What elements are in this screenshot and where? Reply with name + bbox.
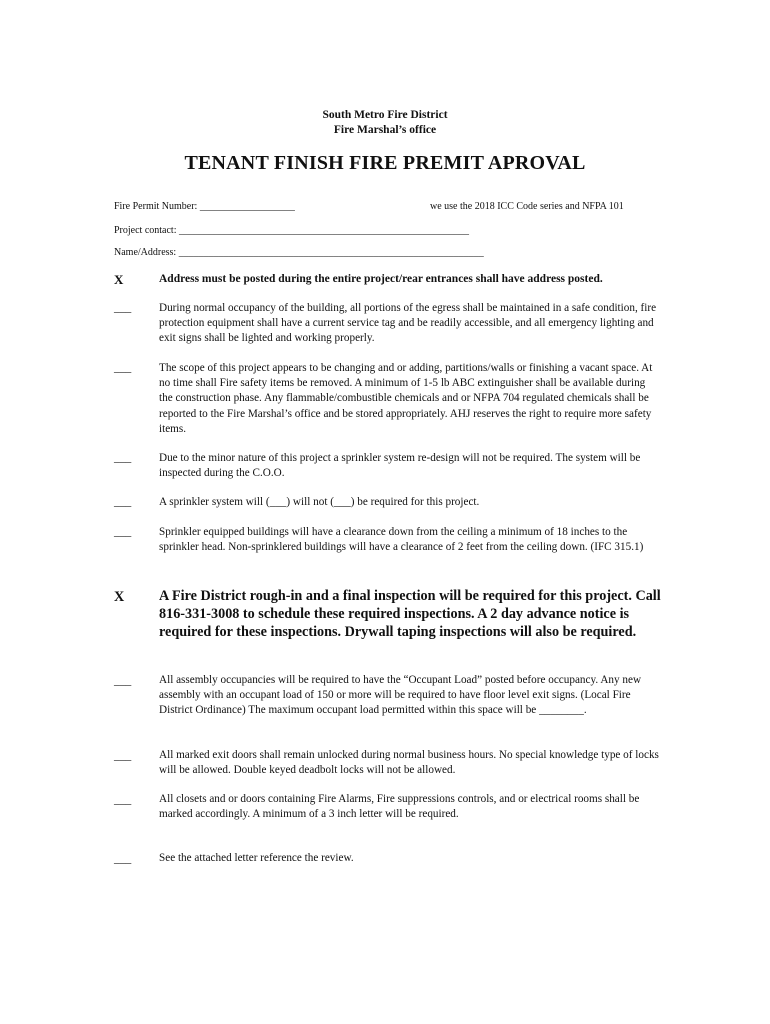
item-mark: ___ [114, 794, 132, 806]
item-mark: ___ [114, 302, 132, 314]
name-address-field: Name/Address: _____________________________________________________________ [114, 247, 484, 258]
item-mark: ___ [114, 452, 132, 464]
item-mark: X [114, 272, 124, 287]
code-series-note: we use the 2018 ICC Code series and NFPA 101 [430, 201, 624, 212]
item-text: All assembly occupancies will be required to have the “Occupant Load” posted before occupancy. Any new assembly with an occupant load of 150 or more will be required to have floor level exit signs. (Local Fire District Ordinance) The maximum occupant load permitted within this space will be ________. [159, 674, 642, 717]
item-text: All marked exit doors shall remain unlocked during normal business hours. No special knowledge type of locks will be allowed. Double keyed deadbolt locks will not be allowed. [159, 749, 659, 777]
item-mark: ___ [114, 675, 132, 687]
item-text: A sprinkler system will (___) will not (___) be required for this project. [159, 496, 480, 508]
item-mark: ___ [114, 853, 132, 865]
item-text: All closets and or doors containing Fire Alarms, Fire suppressions controls, and or electrical rooms shall be marked accordingly. A minimum of a 3 inch letter will be required. [159, 793, 640, 821]
item-mark: ___ [114, 750, 132, 762]
item-text: Address must be posted during the entire project/rear entrances shall have address posted. [159, 273, 603, 285]
item-text: Due to the minor nature of this project a sprinkler system re-design will not be required. The system will be inspected during the C.O.O. [159, 452, 641, 480]
item-text: See the attached letter reference the review. [159, 852, 354, 864]
item-text: The scope of this project appears to be changing and or adding, partitions/walls or finishing a vacant space. At no time shall Fire safety items be removed. A minimum of 1-5 lb ABC extinguisher shall be available during the construction phase. Any flammable/combustible chemicals and or NFPA 704 regulated chemicals shall be reported to the Fire Marshal’s office and be stored appropriately. AHJ reserves the right to require more safety items. [159, 362, 653, 435]
item-text: A Fire District rough-in and a final inspection will be required for this project. Call 816-331-3008 to schedule these required inspections. A 2 day advance notice is required for these inspections. Drywall taping inspections will also be required. [159, 588, 661, 641]
item-text: During normal occupancy of the building, all portions of the egress shall be maintained in a safe condition, fire protection equipment shall have a current service tag and be readily accessible, and all emergency lighting and exit signs shall be lighted and working properly. [159, 302, 657, 345]
office-name: Fire Marshal’s office [333, 124, 437, 136]
organization-name: South Metro Fire District [322, 109, 448, 121]
item-mark: X [114, 589, 125, 605]
fire-permit-number-field: Fire Permit Number: ___________________ [114, 201, 295, 212]
document-title: TENANT FINISH FIRE PREMIT APROVAL [184, 152, 586, 174]
item-text: Sprinkler equipped buildings will have a clearance down from the ceiling a minimum of 18 inches to the sprinkler head. Non-sprinklered buildings will have a clearance of 2 feet from the ceiling down. (IFC 315.1) [159, 526, 644, 554]
item-mark: ___ [114, 362, 132, 374]
item-mark: ___ [114, 496, 132, 508]
project-contact-field: Project contact: __________________________________________________________ [114, 225, 469, 236]
item-mark: ___ [114, 526, 132, 538]
